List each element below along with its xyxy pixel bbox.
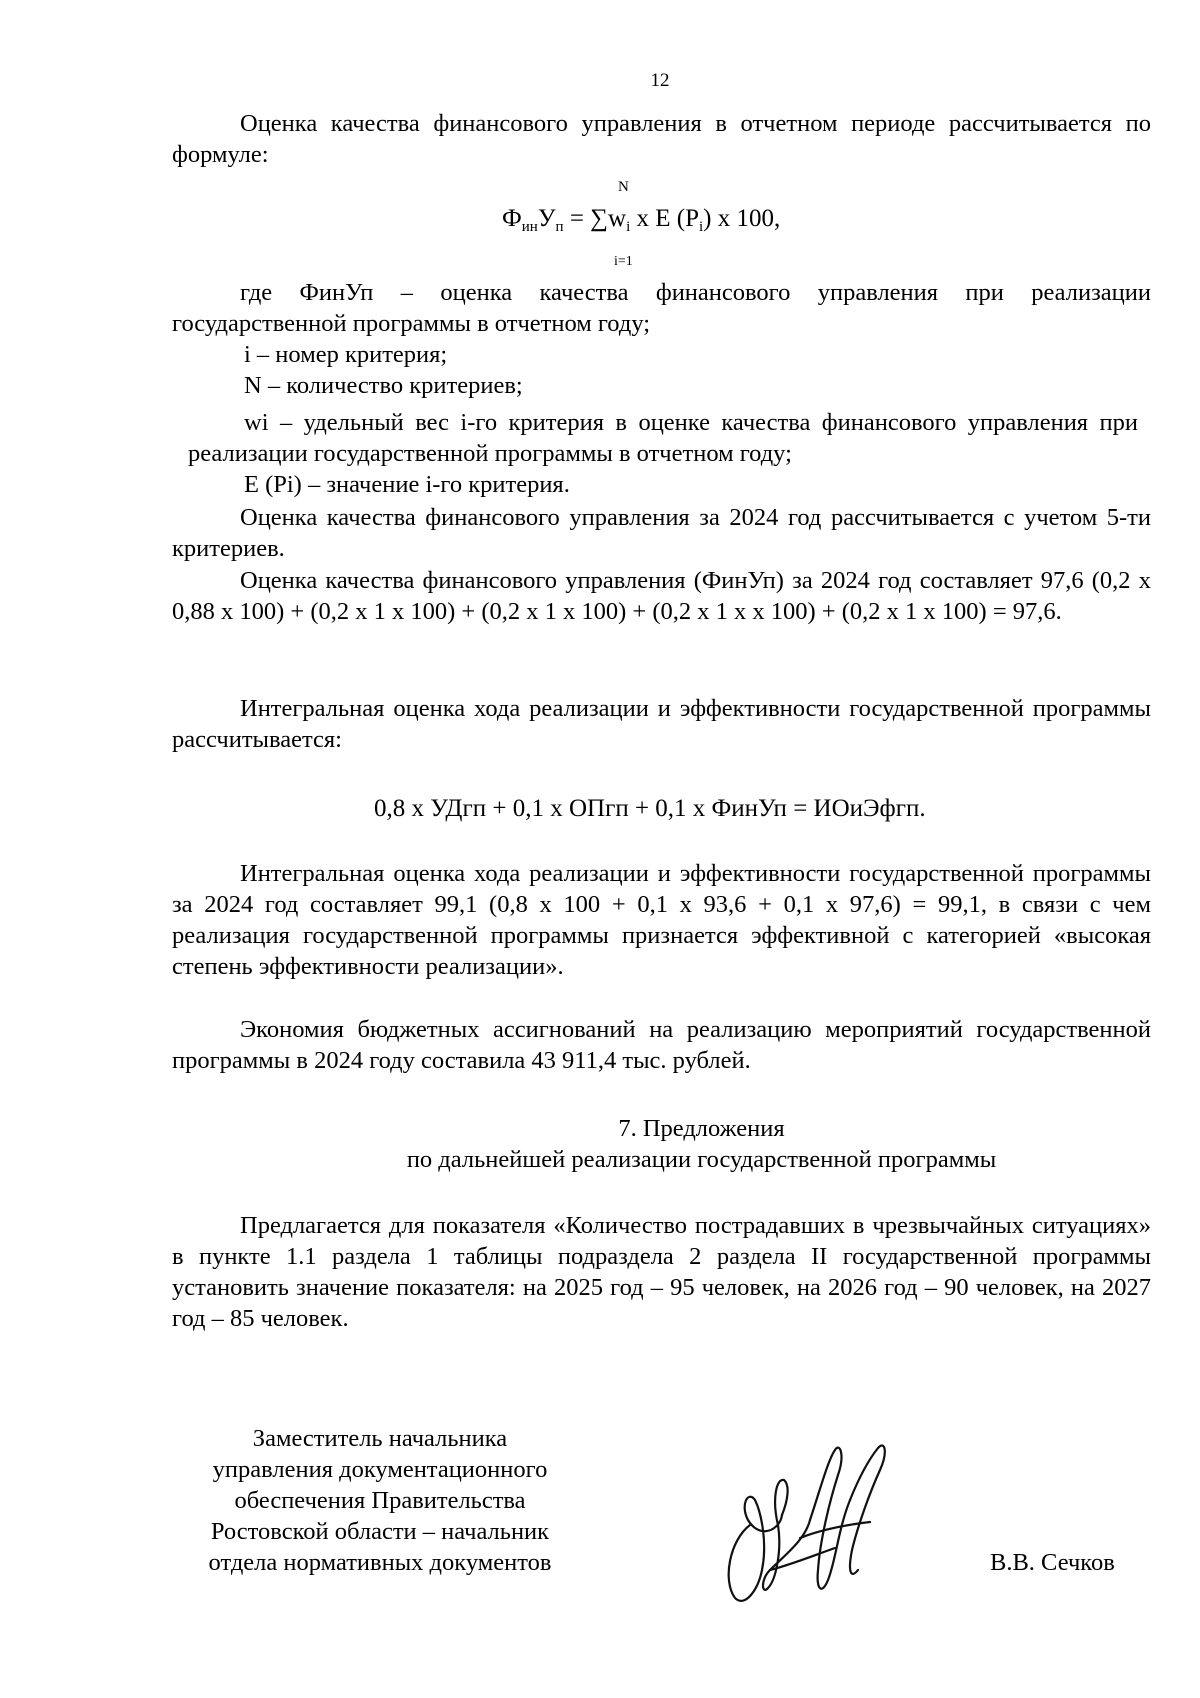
formula-integral: 0,8 x УДгп + 0,1 x ОПгп + 0,1 x ФинУп = ИОиЭфгп. bbox=[374, 795, 926, 822]
signatory-line-5: отдела нормативных документов bbox=[208, 1549, 552, 1576]
paragraph-integral-result: Интегральная оценка хода реализации и эффективности государственной программы за 2024 год составляет 99,1 (0,8 x 100 + 0,1 x 93,6 + 0,1 x 97,6) = 99,1, в связи с чем реализация государственной программы признается эффективной с категорией «высокая степень эффективности реализации». bbox=[172, 860, 1151, 980]
formula-sum-lower: i=1 bbox=[614, 254, 633, 269]
formula-finance-quality: $Ф_{ин}У_п = \sum w_i$ x E $(P_i)$ x 100, bbox=[502, 205, 781, 235]
paragraph-where: где ФинУп – оценка качества финансового управления при реализации государственной программы в отчетном году; bbox=[172, 279, 1151, 337]
paragraph-integral-intro: Интегральная оценка хода реализации и эффективности государственной программы рассчитывается: bbox=[172, 695, 1151, 753]
paragraph-economy: Экономия бюджетных ассигнований на реализацию мероприятий государственной программы в 2024 году составила 43 911,4 тыс. рублей. bbox=[172, 1016, 1151, 1074]
signatory-line-1: Заместитель начальника bbox=[252, 1425, 508, 1452]
paragraph-criteria: Оценка качества финансового управления за 2024 год рассчитывается с учетом 5-ти критериев. bbox=[172, 504, 1151, 562]
definition-i: i – номер критерия; bbox=[244, 341, 448, 368]
signatory-title bbox=[170, 1423, 590, 1578]
paragraph-calculation: Оценка качества финансового управления (ФинУп) за 2024 год составляет 97,6 (0,2 x 0,88 x 100) + (0,2 x 1 x 100) + (0,2 x 1 x 100) + (0,2 x 1 x x 100) + (0,2 x 1 x 100) = 97,6. bbox=[172, 567, 1151, 625]
page-number: 12 bbox=[650, 70, 670, 91]
signatory-line-2: управления документационного bbox=[212, 1456, 548, 1483]
section-heading-number: 7. Предложения bbox=[618, 1115, 785, 1142]
section-heading-title: по дальнейшей реализации государственной программы bbox=[406, 1146, 997, 1173]
definition-e: E (Pi) – значение i-го критерия. bbox=[244, 471, 570, 498]
formula-sum-upper: N bbox=[618, 179, 629, 195]
definition-n: N – количество критериев; bbox=[244, 372, 523, 399]
definition-w: wi – удельный вес i-го критерия в оценке качества финансового управления при реализации государственной программы в отчетном году; bbox=[188, 409, 1138, 467]
paragraph-intro: Оценка качества финансового управления в отчетном периоде рассчитывается по формуле: bbox=[172, 110, 1151, 168]
handwritten-signature bbox=[710, 1430, 900, 1610]
signatory-name: В.В. Сечков bbox=[990, 1549, 1115, 1576]
signatory-line-4: Ростовской области – начальник bbox=[210, 1518, 550, 1545]
paragraph-proposal: Предлагается для показателя «Количество пострадавших в чрезвычайных ситуациях» в пункте 1.1 раздела 1 таблицы подраздела 2 раздела II государственной программы установить значение показателя: на 2025 год – 95 человек, на 2026 год – 90 человек, на 2027 год – 85 человек. bbox=[172, 1212, 1151, 1332]
signatory-line-3: обеспечения Правительства bbox=[234, 1487, 526, 1514]
